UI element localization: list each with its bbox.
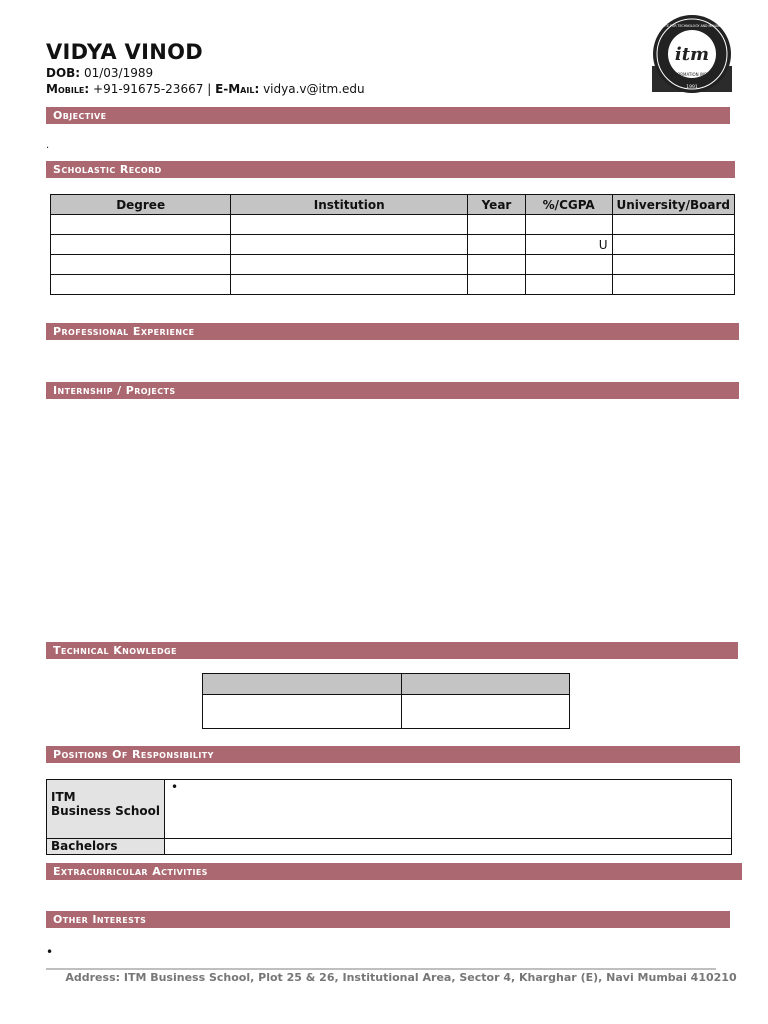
table-row	[51, 255, 735, 275]
section-scholastic-record: Scholastic Record	[46, 161, 735, 178]
col-university: University/Board	[612, 195, 734, 215]
section-extracurricular-activities: Extracurricular Activities	[46, 863, 742, 880]
col-cgpa: %/CGPA	[525, 195, 612, 215]
logo-text: itm	[674, 44, 710, 65]
scholastic-table	[50, 194, 735, 295]
table-row	[51, 235, 735, 255]
table-row	[47, 839, 732, 855]
interests-bullet: •	[46, 945, 54, 959]
col-year: Year	[468, 195, 526, 215]
position-bullet: •	[171, 780, 179, 794]
section-professional-experience: Professional Experience	[46, 323, 739, 340]
position-details	[165, 780, 732, 839]
mobile-value: +91-91675-23667	[93, 82, 204, 96]
cgpa-cell: U	[525, 235, 612, 255]
email-label: E-Mail:	[215, 82, 260, 96]
section-other-interests: Other Interests	[46, 911, 730, 928]
logo-ring-top: INSTITUTE FOR TECHNOLOGY AND MANAGEMENT	[652, 24, 732, 28]
table-row	[47, 780, 732, 839]
dob-line	[46, 66, 153, 80]
section-objective: Objective	[46, 107, 730, 124]
footer-divider	[46, 968, 716, 970]
position-org-line1: ITM	[51, 790, 76, 804]
position-org-bachelors: Bachelors	[47, 839, 165, 855]
section-technical-knowledge: Technical Knowledge	[46, 642, 738, 659]
table-header-row	[51, 195, 735, 215]
technical-table	[202, 673, 570, 729]
position-org-itm	[47, 780, 165, 839]
section-internship-projects: Internship / Projects	[46, 382, 739, 399]
contact-line	[46, 82, 365, 96]
section-positions-of-responsibility: Positions Of Responsibility	[46, 746, 740, 763]
email-value[interactable]: vidya.v@itm.edu	[263, 82, 365, 96]
contact-separator: |	[207, 82, 212, 96]
candidate-name: VIDYA VINOD	[46, 40, 203, 64]
positions-table	[46, 779, 732, 855]
dob-value: 01/03/1989	[83, 66, 154, 80]
objective-text: .	[46, 140, 50, 151]
col-institution: Institution	[231, 195, 468, 215]
mobile-label: Mobile:	[46, 82, 90, 96]
logo-est: 1991	[686, 85, 698, 90]
table-row	[51, 275, 735, 295]
table-row	[203, 695, 570, 729]
footer-address: Address: ITM Business School, Plot 25 & 26, Institutional Area, Sector 4, Kharghar (E), Navi Mumbai 410210	[65, 971, 737, 984]
table-row	[51, 215, 735, 235]
position-org-line2: Business School	[51, 804, 160, 818]
itm-logo	[648, 14, 736, 96]
dob-label: DOB:	[46, 66, 81, 80]
col-degree: Degree	[51, 195, 231, 215]
logo-ring-bottom: INFORMATION INSIDE	[670, 72, 714, 77]
table-header-row	[203, 674, 570, 695]
